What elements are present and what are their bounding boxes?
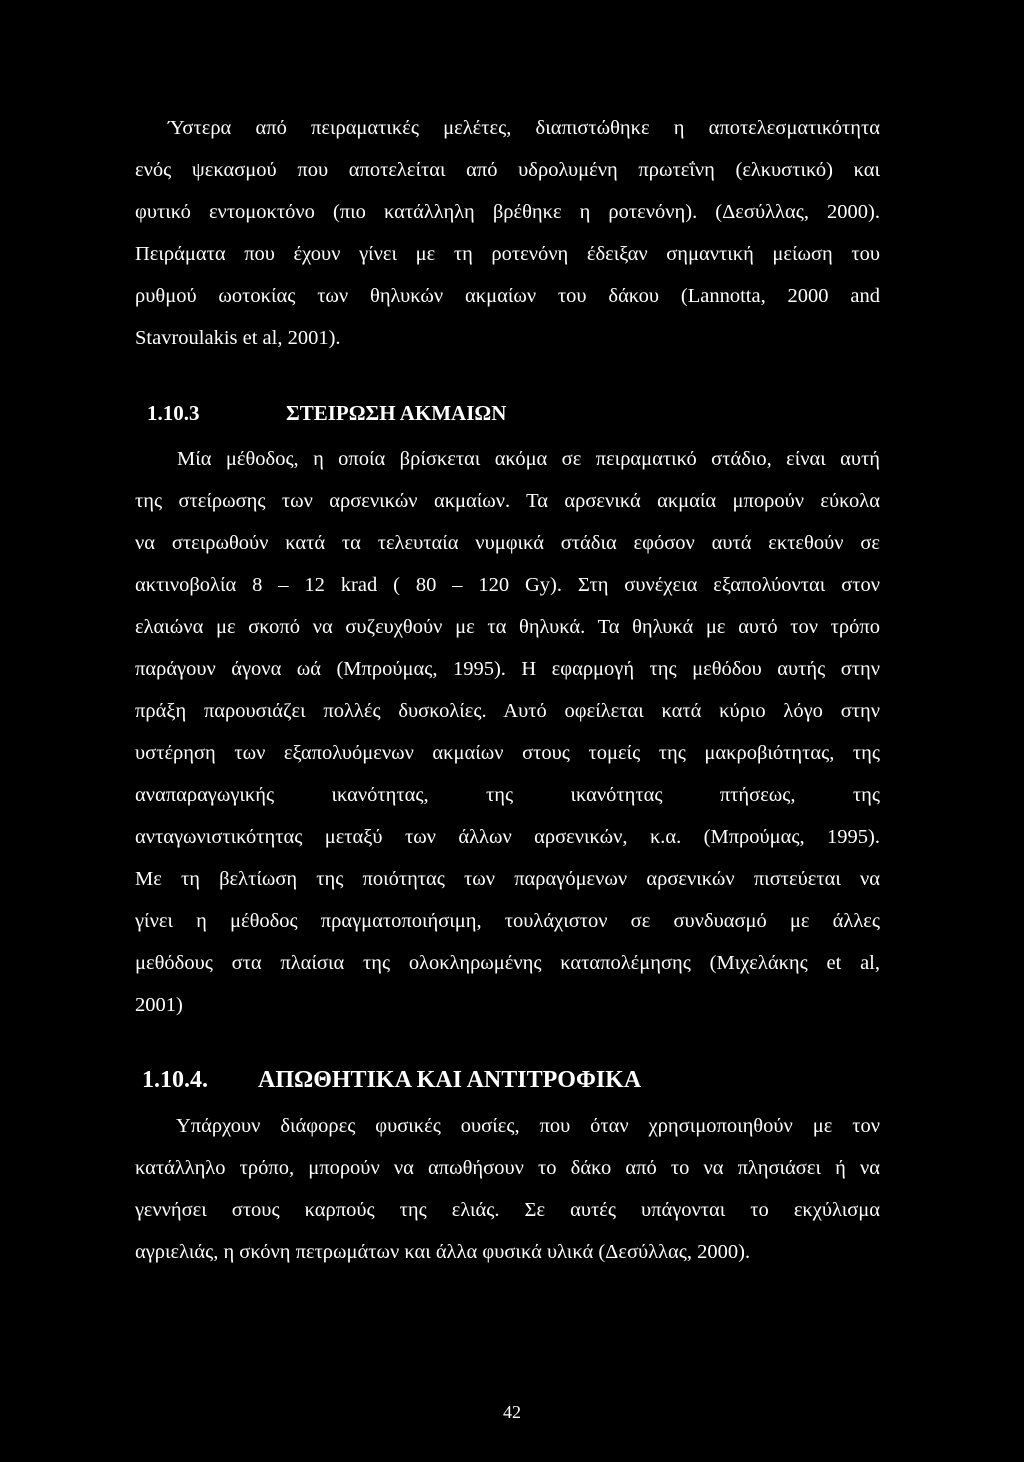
paragraph-line: Μία μέθοδος, η οποία βρίσκεται ακόμα σε πειραματικό στάδιο, είναι αυτή — [177, 448, 880, 470]
paragraph-line: κατάλληλο τρόπο, μπορούν να απωθήσουν το δάκο από το να πλησιάσει ή να — [135, 1157, 880, 1179]
paragraph-line: της στείρωσης των αρσενικών ακμαίων. Τα αρσενικά ακμαία μπορούν εύκολα — [135, 490, 880, 512]
section-title: ΑΠΩΘΗΤΙΚΑ ΚΑΙ ΑΝΤΙΤΡΟΦΙΚΑ — [258, 1067, 642, 1093]
paragraph-line: Stavroulakis et al, 2001). — [135, 327, 341, 349]
paragraph-line: παράγουν άγονα ωά (Μπρούμας, 1995). Η εφαρμογή της μεθόδου αυτής στην — [135, 658, 880, 680]
section-number: 1.10.4. — [142, 1067, 208, 1093]
paragraph-line: γεννήσει στους καρπούς της ελιάς. Σε αυτές υπάγονται το εκχύλισμα — [135, 1199, 880, 1221]
paragraph-line: Ύστερα από πειραματικές μελέτες, διαπιστώθηκε η αποτελεσματικότητα — [168, 117, 880, 139]
section-title: ΣΤΕΙΡΩΣΗ ΑΚΜΑΙΩΝ — [286, 401, 507, 425]
paragraph-line: ελαιώνα με σκοπό να συζευχθούν με τα θηλυκά. Τα θηλυκά με αυτό τον τρόπο — [135, 616, 880, 638]
page-number: 42 — [503, 1402, 521, 1422]
paragraph-line: αγριελιάς, η σκόνη πετρωμάτων και άλλα φυσικά υλικά (Δεσύλλας, 2000). — [135, 1241, 751, 1263]
paragraph-line: γίνει η μέθοδος πραγματοποιήσιμη, τουλάχιστον σε συνδυασμό με άλλες — [135, 910, 880, 932]
paragraph-line: αναπαραγωγικής ικανότητας, της ικανότητας πτήσεως, της — [135, 784, 880, 806]
paragraph-line: 2001) — [135, 994, 183, 1016]
paragraph-line: να στειρωθούν κατά τα τελευταία νυμφικά στάδια εφόσον αυτά εκτεθούν σε — [135, 532, 880, 554]
paragraph-line: μεθόδους στα πλαίσια της ολοκληρωμένης καταπολέμησης (Μιχελάκης et al, — [135, 952, 880, 974]
paragraph-line: πράξη παρουσιάζει πολλές δυσκολίες. Αυτό οφείλεται κατά κύριο λόγο στην — [135, 700, 880, 722]
section-number: 1.10.3 — [147, 401, 200, 425]
paragraph-line: υστέρηση των εξαπολυόμενων ακμαίων στους τομείς της μακροβιότητας, της — [135, 742, 880, 764]
paragraph-line: ρυθμού ωοτοκίας των θηλυκών ακμαίων του δάκου (Lannotta, 2000 and — [135, 285, 880, 307]
paragraph-line: ακτινοβολία 8 – 12 krad ( 80 – 120 Gy). Στη συνέχεια εξαπολύονται στον — [135, 574, 880, 596]
paragraph-line: φυτικό εντομοκτόνο (πιο κατάλληλη βρέθηκε η ροτενόνη). (Δεσύλλας, 2000). — [135, 201, 880, 223]
paragraph-line: Πειράματα που έχουν γίνει με τη ροτενόνη έδειξαν σημαντική μείωση του — [135, 243, 880, 265]
paragraph-line: Με τη βελτίωση της ποιότητας των παραγόμενων αρσενικών πιστεύεται να — [135, 868, 880, 890]
paragraph-line: ενός ψεκασμού που αποτελείται από υδρολυμένη πρωτεΐνη (ελκυστικό) και — [135, 159, 880, 181]
paragraph-line: ανταγωνιστικότητας μεταξύ των άλλων αρσενικών, κ.α. (Μπρούμας, 1995). — [135, 826, 880, 848]
paragraph-line: Υπάρχουν διάφορες φυσικές ουσίες, που όταν χρησιμοποιηθούν με τον — [176, 1115, 880, 1137]
